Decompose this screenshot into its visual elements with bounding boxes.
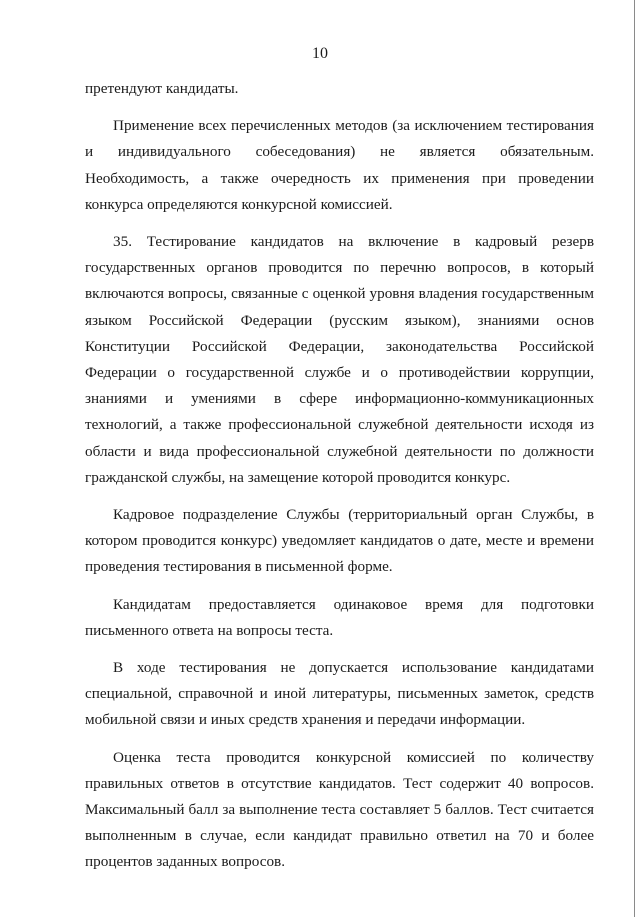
paragraph-35-testing: 35. Тестирование кандидатов на включение в кадровый резерв государственных органов проводится по перечню вопросов, в который включаются вопросы, связанные с оценкой уровня владения государственным языком Российской Федерации (русским языком), знаниями основ Конституции Российской Федерации, законодательства Российской Федерации о государственной службе и о противодействии коррупции, знаниями и умениями в сфере информационно-коммуникационных технологий, а также профессиональной служебной деятельности исходя из области и вида профессиональной служебной деятельности по должности гражданской службы, на замещение которой проводится конкурс. xyxy=(85,233,594,486)
paragraph-equal-time: Кандидатам предоставляется одинаковое время для подготовки письменного ответа на вопросы теста. xyxy=(85,595,594,639)
paragraph-methods: Применение всех перечисленных методов (за исключением тестирования и индивидуального собеседования) не является обязательным. Необходимость, а также очередность их применения при проведении конкурса определяются конкурсной комиссией. xyxy=(85,117,594,213)
paragraph-evaluation: Оценка теста проводится конкурсной комиссией по количеству правильных ответов в отсутствие кандидатов. Тест содержит 40 вопросов. Максимальный балл за выполнение теста составляет 5 баллов. Тест считается выполненным в случае, если кандидат правильно ответил на 70 и более процентов заданных вопросов. xyxy=(85,748,594,871)
document-body xyxy=(85,76,594,876)
paragraph-continuation: претендуют кандидаты. xyxy=(85,80,239,97)
paragraph-notification: Кадровое подразделение Службы (территориальный орган Службы, в котором проводится конкурс) уведомляет кандидатов о дате, месте и времени проведения тестирования в письменной форме. xyxy=(85,506,594,576)
page-number: 10 xyxy=(312,45,328,62)
paragraph-prohibited-materials: В ходе тестирования не допускается использование кандидатами специальной, справочной и иной литературы, письменных заметок, средств мобильной связи и иных средств хранения и передачи информации. xyxy=(85,659,594,729)
page-edge-line xyxy=(634,0,635,917)
